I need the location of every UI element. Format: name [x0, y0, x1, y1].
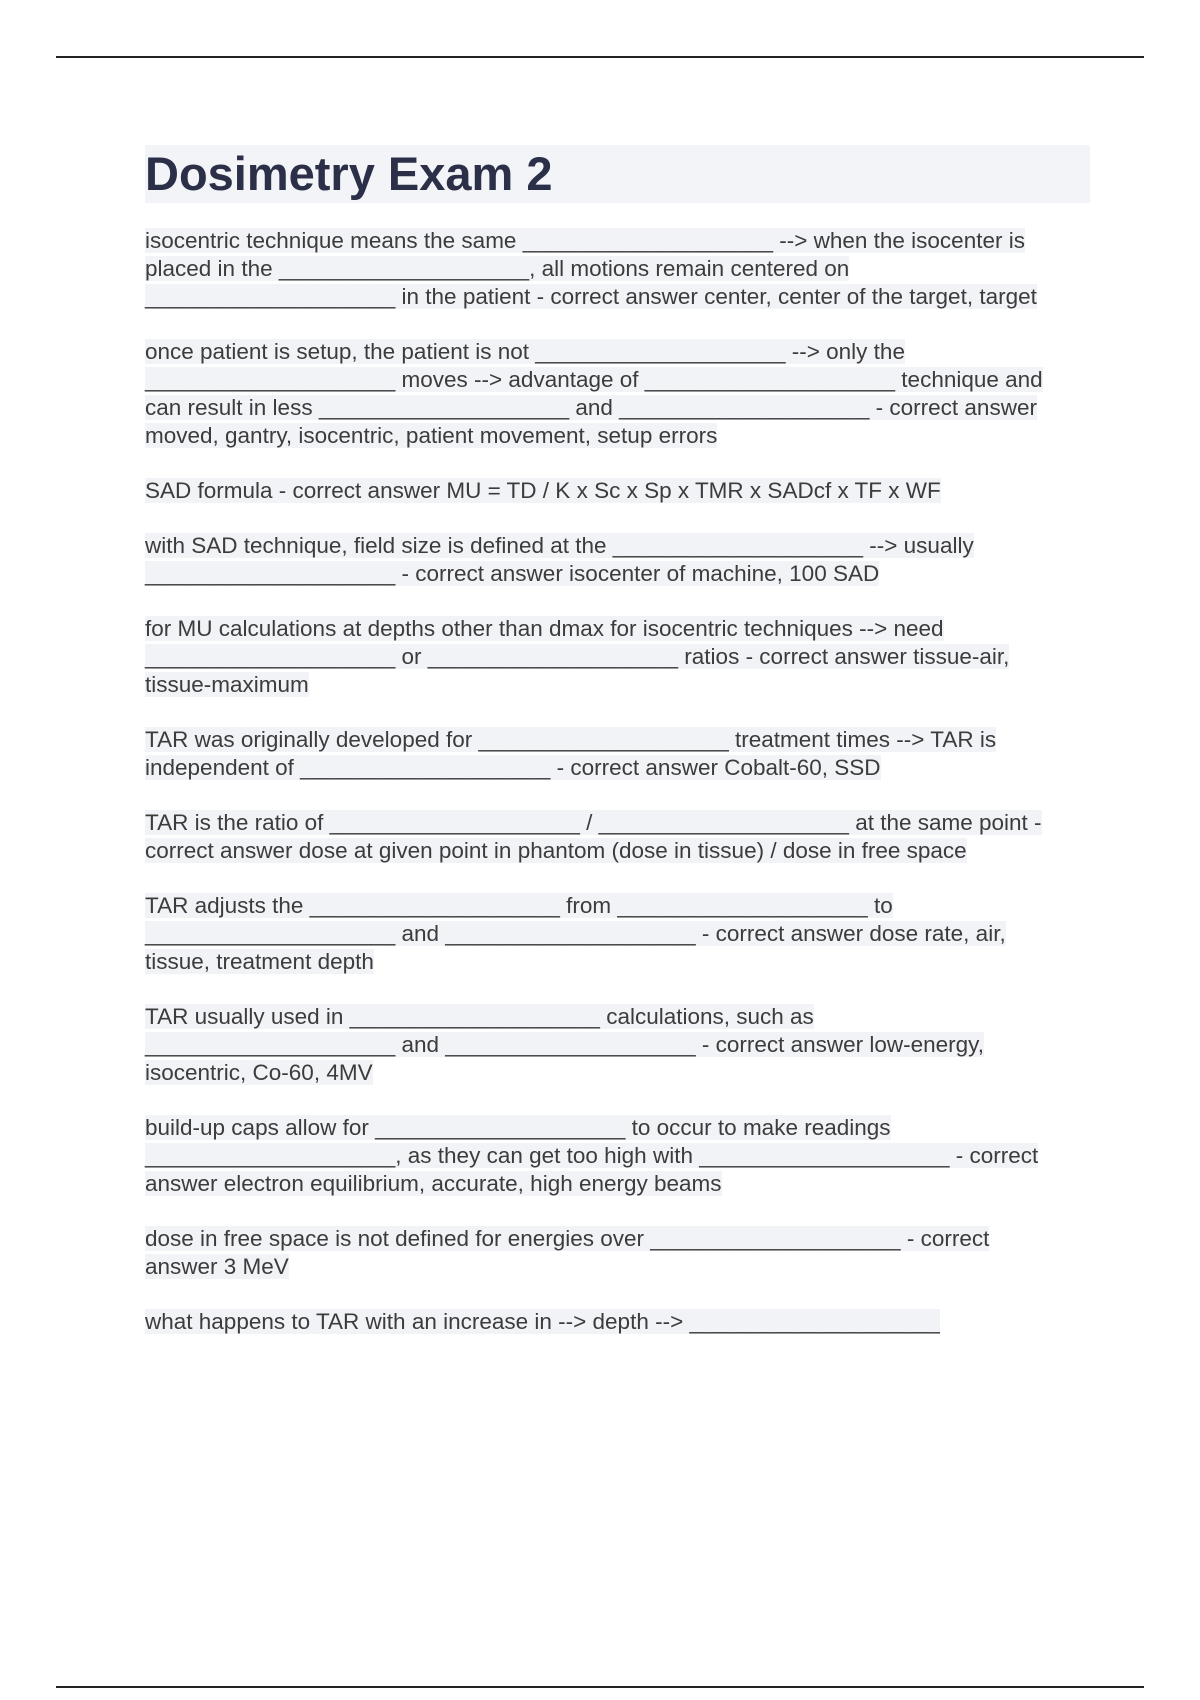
question-text: SAD formula - correct answer MU = TD / K x Sc x Sp x TMR x SADcf x TF x WF [145, 478, 941, 503]
footer-rule [56, 1686, 1144, 1688]
question-item [145, 892, 1065, 976]
question-text: TAR adjusts the ____________________ from ____________________ to ____________________ and ____________________ - correct answer dose rate, air, tissue, treatment depth [145, 893, 1006, 974]
question-item [145, 1114, 1065, 1198]
question-text: dose in free space is not defined for energies over ____________________ - correct answer 3 MeV [145, 1226, 990, 1279]
question-text: isocentric technique means the same ____________________ --> when the isocenter is placed in the ____________________, all motions remain centered on ____________________ in the patient - correct answer center, center of the target, target [145, 228, 1037, 309]
question-item [145, 1308, 1065, 1336]
question-item [145, 809, 1065, 865]
question-item [145, 1225, 1065, 1281]
question-item [145, 227, 1065, 311]
question-text: build-up caps allow for ____________________ to occur to make readings ____________________, as they can get too high with ____________________ - correct answer electron equilibrium, accurate, high energy beams [145, 1115, 1039, 1196]
question-text: once patient is setup, the patient is not ____________________ --> only the ____________________ moves --> advantage of ____________________ technique and can result in less ____________________ and ____________________ - correct answer moved, gantry, isocentric, patient movement, setup errors [145, 339, 1043, 448]
document-body [145, 145, 1090, 1363]
question-text: TAR usually used in ____________________ calculations, such as ____________________ and ____________________ - correct answer low-energy, isocentric, Co-60, 4MV [145, 1004, 985, 1085]
question-item [145, 1003, 1065, 1087]
question-text: TAR was originally developed for ____________________ treatment times --> TAR is independent of ____________________ - correct answer Cobalt-60, SSD [145, 727, 997, 780]
question-item [145, 477, 1065, 505]
header-rule [56, 56, 1144, 58]
question-item [145, 615, 1065, 699]
title-band [145, 145, 1090, 203]
page-title: Dosimetry Exam 2 [145, 147, 553, 200]
question-item [145, 532, 1065, 588]
question-text: what happens to TAR with an increase in --> depth --> ____________________ [145, 1309, 940, 1334]
question-text: TAR is the ratio of ____________________ / ____________________ at the same point - correct answer dose at given point in phantom (dose in tissue) / dose in free space [145, 810, 1042, 863]
question-item [145, 726, 1065, 782]
question-text: with SAD technique, field size is defined at the ____________________ --> usually ____________________ - correct answer isocenter of machine, 100 SAD [145, 533, 974, 586]
question-text: for MU calculations at depths other than dmax for isocentric techniques --> need ____________________ or ____________________ ratios - correct answer tissue-air, tissue-maximum [145, 616, 1010, 697]
question-item [145, 338, 1065, 450]
